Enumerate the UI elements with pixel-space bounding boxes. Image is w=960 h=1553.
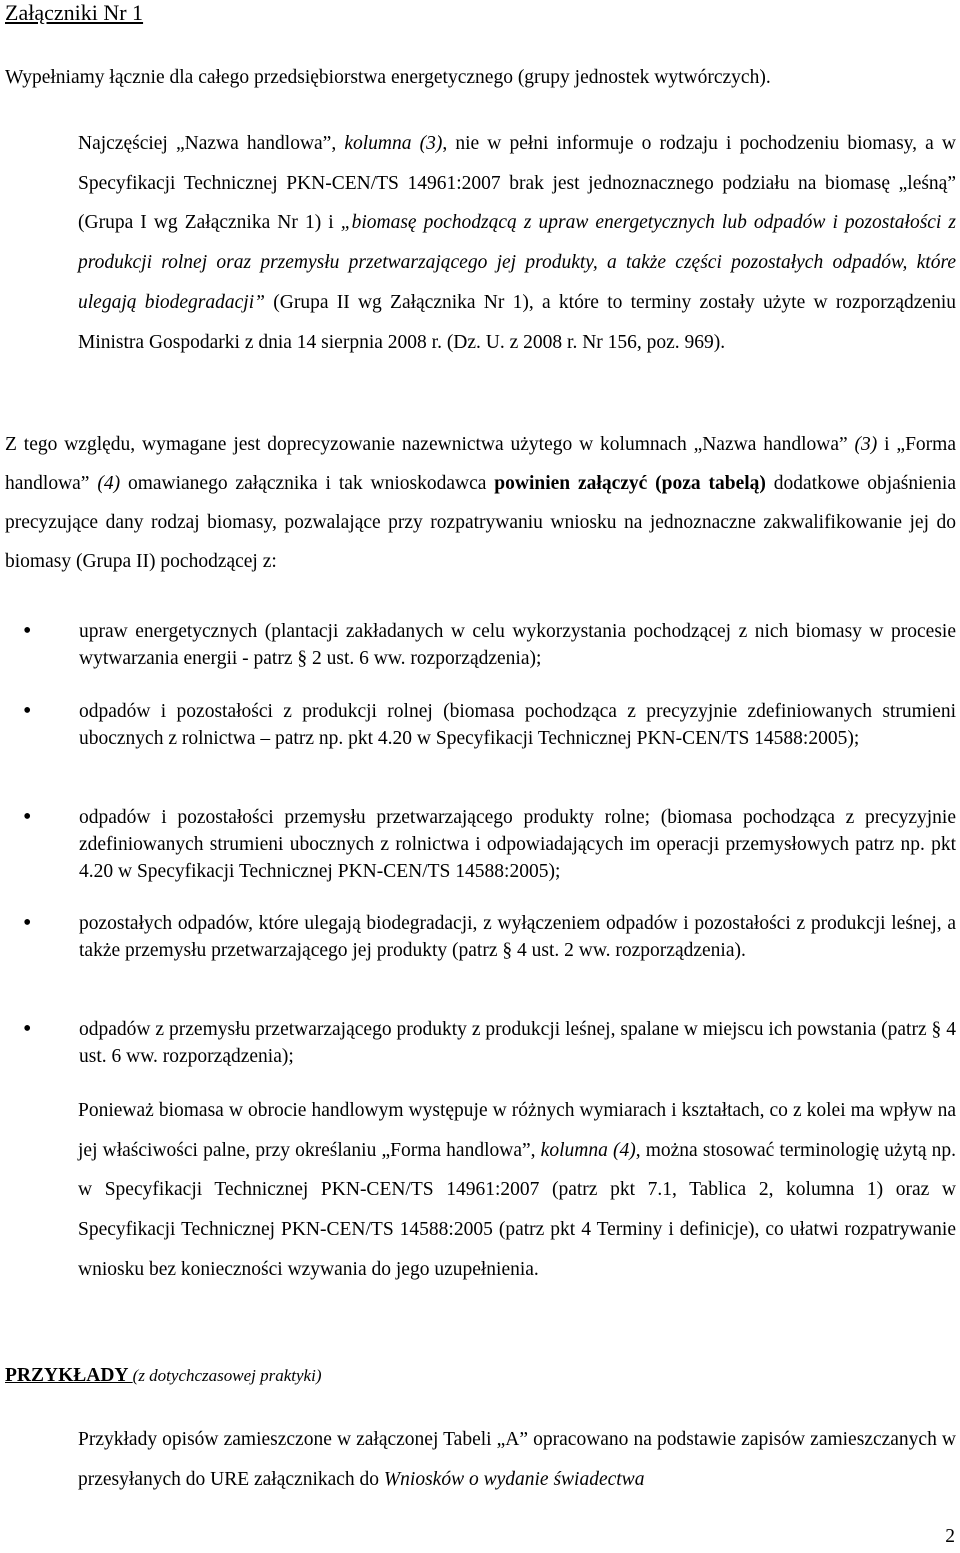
text-run: , nie w pełni informuje o rodzaju i pochodzeniu biomasy, a w Specyfikacji Technicznej PKN-CEN/TS 14961:2007 brak jest jednoznacznego podziału na biomasę „leśną” (Grupa I wg Załącznika Nr 1) i (78, 133, 956, 234)
page-heading: Załączniki Nr 1 (5, 0, 144, 25)
list-item-text: upraw energetycznych (plantacji zakładanych w celu wykorzystania pochodzącej z nich biomasy w procesie wytwarzania energii - patrz § 2 ust. 6 ww. rozporządzenia); (79, 621, 956, 669)
text-run: omawianego załącznika i tak wnioskodawca (120, 473, 495, 494)
text-run: Najczęściej „Nazwa handlowa”, (78, 133, 345, 154)
examples-title: PRZYKŁADY (5, 1365, 133, 1386)
bullet-icon: • (23, 698, 32, 724)
bullet-icon: • (23, 618, 32, 644)
text-run-italic: „biomasę pochodzącą z upraw energetycznych lub odpadów i pozostałości z produkcji rolnej oraz przemysłu przetwarzającego jej produkty, a także części pozostałych odpadów, które ulegają biodegradacji” (78, 212, 957, 313)
list-item (5, 804, 956, 885)
form-paragraph (5, 1091, 956, 1290)
list-item-text: pozostałych odpadów, które ulegają biodegradacji, z wyłączeniem odpadów i pozostałości z produkcji leśnej, a także przemysłu przetwarzającego jej produkty (patrz § 4 ust. 2 ww. rozporządzenia). (79, 913, 956, 961)
bullet-icon: • (23, 804, 32, 830)
list-item (5, 1016, 956, 1070)
text-run-italic: (3) (854, 434, 878, 455)
examples-subtitle: (z dotychczasowej praktyki) (132, 1366, 322, 1385)
list-item-text: odpadów z przemysłu przetwarzającego produkty z produkcji leśnej, spalane w miejscu ich powstania (patrz § 4 ust. 6 ww. rozporządzenia); (79, 1019, 956, 1067)
text-run-bold: powinien załączyć (poza tabelą) (494, 473, 766, 494)
list-item (5, 910, 956, 964)
examples-heading (5, 1356, 956, 1396)
requirement-paragraph (5, 425, 956, 581)
list-item (5, 698, 956, 752)
text-run: (Grupa II wg Załącznika Nr 1), a które to terminy zostały użyte w rozporządzeniu Ministra Gospodarki z dnia 14 sierpnia 2008 r. (Dz. U. z 2008 r. Nr 156, poz. 969). (78, 291, 956, 353)
text-run: Przykłady opisów zamieszczone w załączonej Tabeli „A” opracowano na podstawie zapisów zamieszczanych w przesyłanych do URE załącznikach do (78, 1429, 956, 1490)
list-item-text: odpadów i pozostałości z produkcji rolnej (biomasa pochodząca z precyzyjnie zdefiniowanych strumieni ubocznych z rolnictwa – patrz np. pkt 4.20 w Specyfikacji Technicznej PKN-CEN/TS 14588:2005); (79, 701, 956, 749)
list-item (5, 618, 956, 672)
intro-paragraph (5, 58, 956, 98)
examples-paragraph (5, 1420, 956, 1499)
text-run-italic: (4) (97, 473, 121, 494)
text-run: dodatkowe objaśnienia precyzujące dany rodzaj biomasy, pozwalające przy rozpatrywaniu wniosku na jednoznaczne zakwalifikowanie jej do biomasy (Grupa II) pochodzącej z: (5, 473, 957, 572)
intro-text: Wypełniamy łącznie dla całego przedsiębiorstwa energetycznego (grupy jednostek wytwórczych). (5, 67, 771, 88)
page-number: 2 (945, 1526, 955, 1547)
text-run: Z tego względu, wymagane jest doprecyzowanie nazewnictwa użytego w kolumnach „Nazwa handlowa” (5, 434, 855, 455)
text-run: Ponieważ biomasa w obrocie handlowym występuje w różnych wymiarach i kształtach, co z kolei ma wpływ na jej właściwości palne, przy określaniu „Forma handlowa”, (78, 1100, 956, 1161)
text-run: i „Forma handlowa” (5, 434, 957, 494)
text-run-italic: Wniosków o wydanie świadectwa (383, 1468, 645, 1490)
text-run-italic: kolumna (4) (540, 1139, 636, 1161)
list-item-text: odpadów i pozostałości przemysłu przetwarzającego produkty rolne; (biomasa pochodząca z precyzyjnie zdefiniowanych strumieni ubocznych z rolnictwa i odpowiadających im operacji przemysłowych patrz np. pkt 4.20 w Specyfikacji Technicznej PKN-CEN/TS 14588:2005); (79, 807, 956, 882)
text-run-italic: kolumna (3) (344, 133, 443, 154)
text-run: , można stosować terminologię użytą np. w Specyfikacji Technicznej PKN-CEN/TS 14961:2007 (patrz pkt 7.1, Tablica 2, kolumna 1) oraz w Specyfikacji Technicznej PKN-CEN/TS 14588:2005 (patrz pkt 4 Terminy i definicje), co ułatwi rozpatrywanie wniosku bez konieczności wzywania do jego uzupełnienia. (78, 1139, 957, 1280)
bullet-icon: • (23, 910, 32, 936)
bullet-icon: • (23, 1016, 32, 1042)
biomass-paragraph (5, 124, 956, 362)
